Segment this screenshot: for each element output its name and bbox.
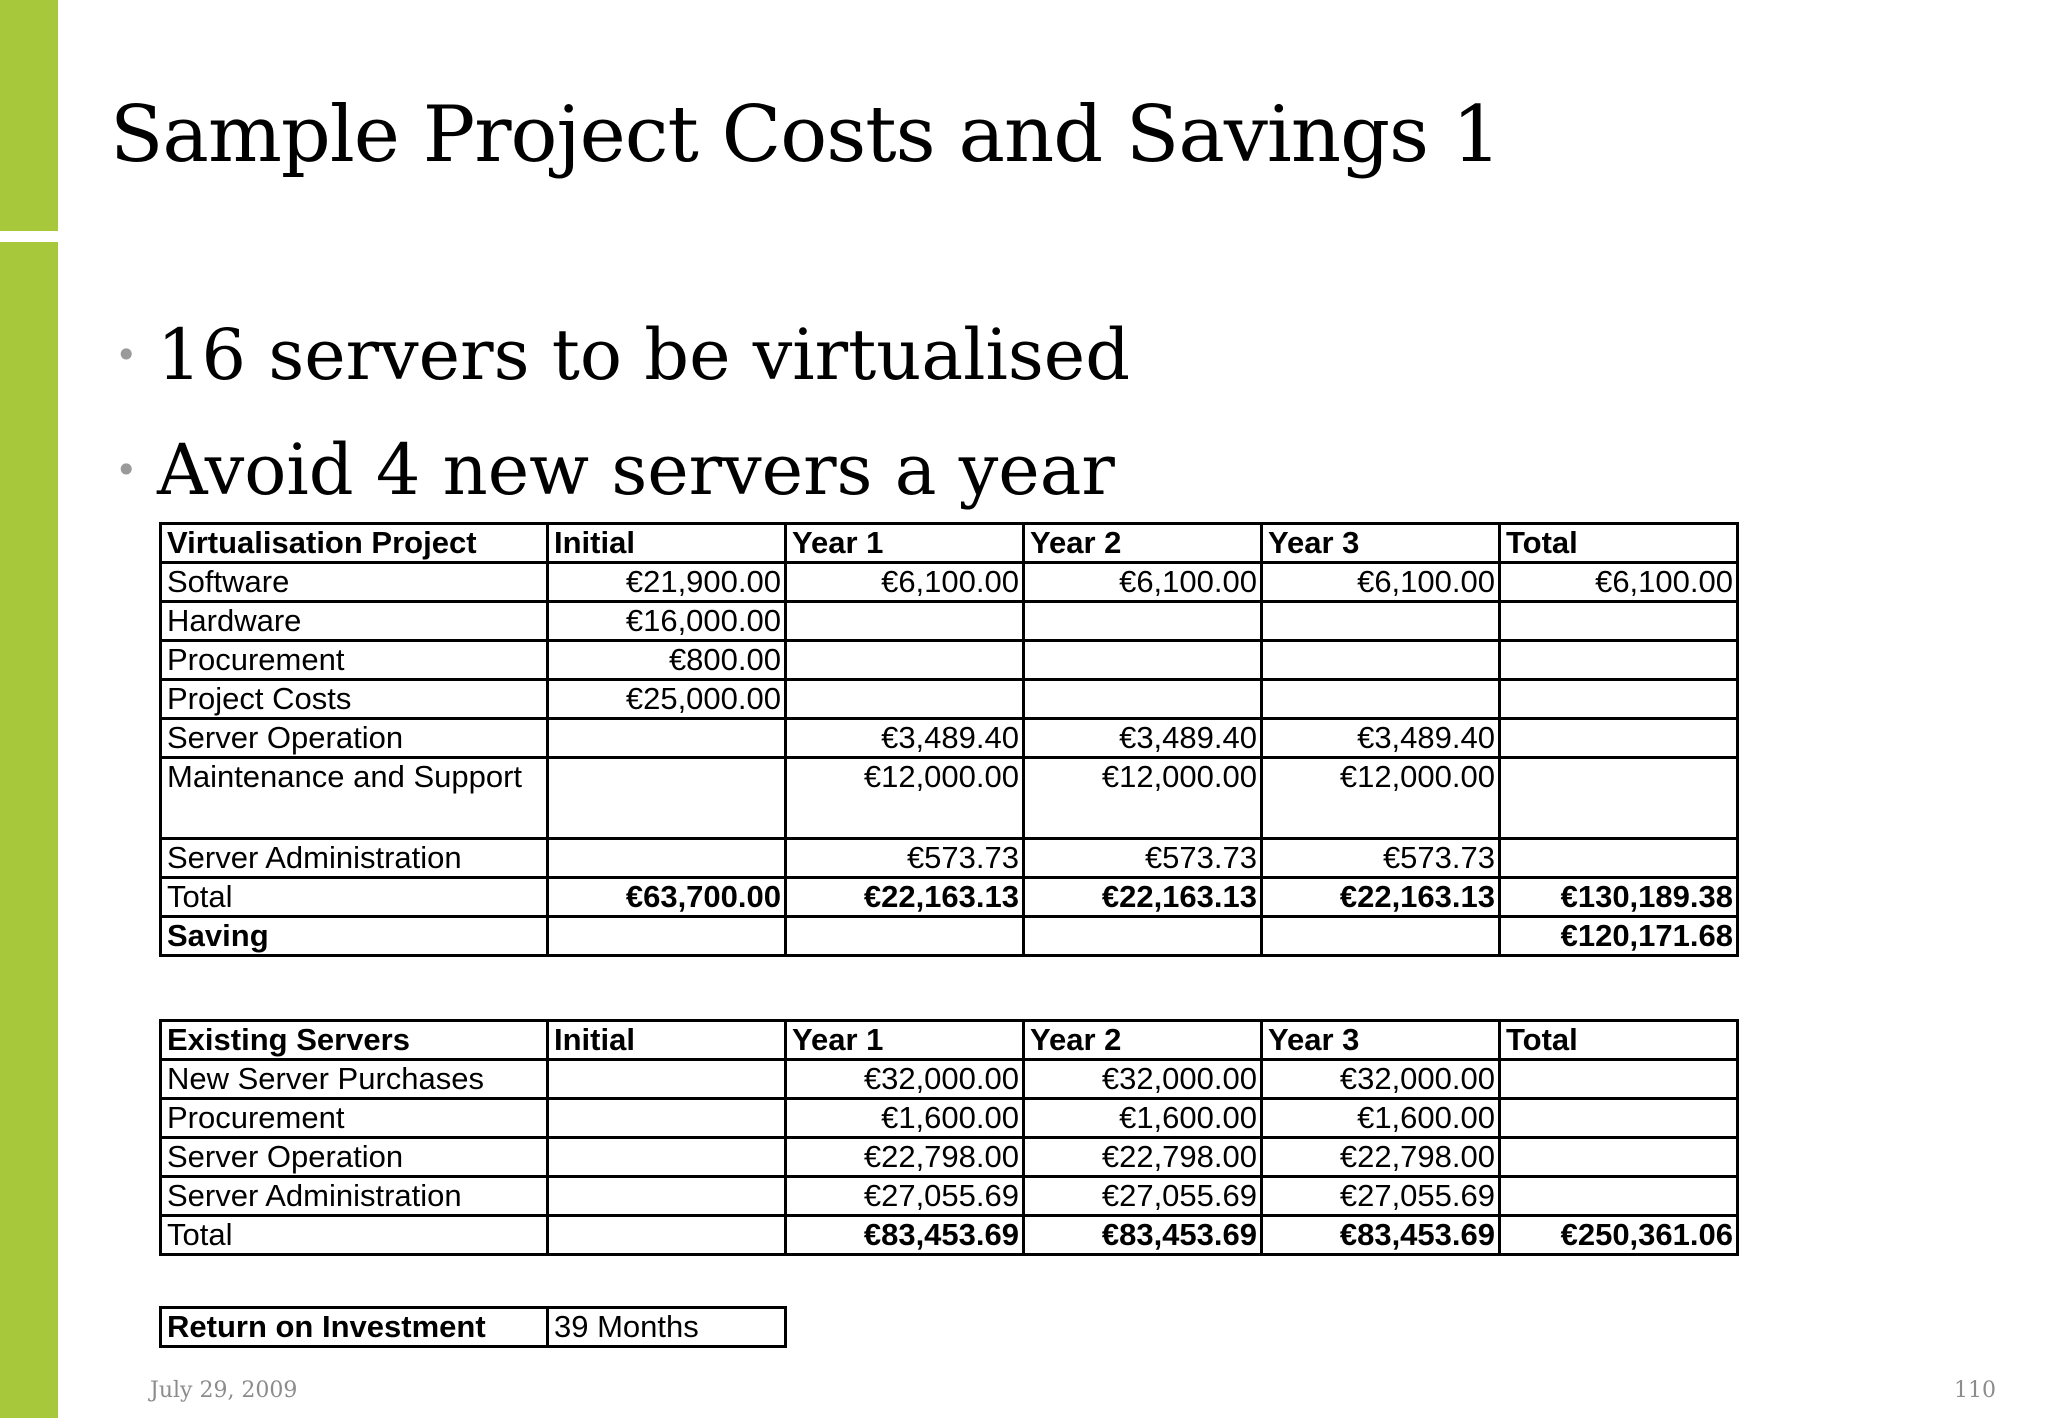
row-label: Maintenance and Support: [161, 758, 548, 839]
header-cell: Initial: [548, 524, 786, 563]
cell-initial: €25,000.00: [548, 680, 786, 719]
virtualisation-table: [159, 522, 1739, 957]
row-label: Procurement: [161, 1099, 548, 1138]
table-total-row: [161, 1216, 1738, 1255]
cell-total: [1500, 641, 1738, 680]
table-row: [161, 680, 1738, 719]
cell-initial: [548, 1099, 786, 1138]
header-cell: Year 2: [1024, 524, 1262, 563]
cell-year2: [1024, 917, 1262, 956]
cell-year3: €573.73: [1262, 839, 1500, 878]
table-row: [161, 1308, 786, 1347]
cell-year3: €3,489.40: [1262, 719, 1500, 758]
cell-year2: €6,100.00: [1024, 563, 1262, 602]
header-cell: Year 2: [1024, 1021, 1262, 1060]
cell-year2: €83,453.69: [1024, 1216, 1262, 1255]
header-cell: Existing Servers: [161, 1021, 548, 1060]
cell-year3: €27,055.69: [1262, 1177, 1500, 1216]
cell-year1: [786, 602, 1024, 641]
header-cell: Year 3: [1262, 1021, 1500, 1060]
cell-total: [1500, 1060, 1738, 1099]
cell-total: [1500, 1099, 1738, 1138]
cell-year1: €1,600.00: [786, 1099, 1024, 1138]
cell-year1: €573.73: [786, 839, 1024, 878]
table-row: [161, 563, 1738, 602]
row-label: Software: [161, 563, 548, 602]
cell-initial: [548, 917, 786, 956]
cell-total: [1500, 839, 1738, 878]
cell-year1: €32,000.00: [786, 1060, 1024, 1099]
cell-year3: €6,100.00: [1262, 563, 1500, 602]
bullet-list: [112, 300, 1130, 530]
table-row: [161, 1177, 1738, 1216]
header-cell: Total: [1500, 1021, 1738, 1060]
cell-year1: €12,000.00: [786, 758, 1024, 839]
cell-initial: [548, 1138, 786, 1177]
table-row: [161, 1060, 1738, 1099]
table-row: [161, 1138, 1738, 1177]
cell-year3: [1262, 680, 1500, 719]
row-label: Hardware: [161, 602, 548, 641]
row-label: Saving: [161, 917, 548, 956]
cell-year3: €32,000.00: [1262, 1060, 1500, 1099]
roi-label: Return on Investment: [161, 1308, 548, 1347]
cell-total: €250,361.06: [1500, 1216, 1738, 1255]
footer-date: July 29, 2009: [150, 1378, 298, 1403]
row-label: Project Costs: [161, 680, 548, 719]
cell-year2: €12,000.00: [1024, 758, 1262, 839]
table-total-row: [161, 878, 1738, 917]
table-row: [161, 719, 1738, 758]
cell-year1: €22,163.13: [786, 878, 1024, 917]
table-header-row: [161, 1021, 1738, 1060]
cell-initial: €63,700.00: [548, 878, 786, 917]
cell-year1: [786, 917, 1024, 956]
bullet-text: Avoid 4 new servers a year: [157, 429, 1115, 511]
row-label: Server Administration: [161, 839, 548, 878]
table-row: [161, 1099, 1738, 1138]
row-label: Server Administration: [161, 1177, 548, 1216]
cell-year3: [1262, 917, 1500, 956]
cell-year3: €83,453.69: [1262, 1216, 1500, 1255]
cell-year1: €83,453.69: [786, 1216, 1024, 1255]
header-cell: Year 3: [1262, 524, 1500, 563]
accent-bar-top: [0, 0, 58, 231]
table-saving-row: [161, 917, 1738, 956]
cell-total: [1500, 602, 1738, 641]
cell-year1: €6,100.00: [786, 563, 1024, 602]
cell-year1: €3,489.40: [786, 719, 1024, 758]
table-header-row: [161, 524, 1738, 563]
cell-year2: [1024, 641, 1262, 680]
cell-total: [1500, 1177, 1738, 1216]
header-cell: Total: [1500, 524, 1738, 563]
cell-year3: [1262, 602, 1500, 641]
cell-initial: [548, 758, 786, 839]
bullet-dot-icon: •: [115, 448, 138, 492]
cell-initial: €16,000.00: [548, 602, 786, 641]
slide-title: Sample Project Costs and Savings 1: [110, 90, 1501, 180]
row-label: New Server Purchases: [161, 1060, 548, 1099]
cell-total: [1500, 680, 1738, 719]
cell-initial: [548, 719, 786, 758]
cell-year2: €32,000.00: [1024, 1060, 1262, 1099]
roi-table: [159, 1306, 787, 1348]
bullet-dot-icon: •: [115, 333, 138, 377]
cell-year2: €3,489.40: [1024, 719, 1262, 758]
cell-initial: €21,900.00: [548, 563, 786, 602]
cell-total: [1500, 758, 1738, 839]
cell-year1: €22,798.00: [786, 1138, 1024, 1177]
cell-year3: €22,163.13: [1262, 878, 1500, 917]
cell-total: €6,100.00: [1500, 563, 1738, 602]
accent-bar-bottom: [0, 242, 58, 1418]
header-cell: Virtualisation Project: [161, 524, 548, 563]
bullet-item: [112, 415, 1130, 530]
cell-year2: [1024, 602, 1262, 641]
cell-year1: €27,055.69: [786, 1177, 1024, 1216]
cell-total: €130,189.38: [1500, 878, 1738, 917]
existing-servers-table: [159, 1019, 1739, 1256]
cell-total: €120,171.68: [1500, 917, 1738, 956]
table-row: [161, 839, 1738, 878]
cell-year2: €22,163.13: [1024, 878, 1262, 917]
header-cell: Year 1: [786, 524, 1024, 563]
table-row: [161, 602, 1738, 641]
row-label: Procurement: [161, 641, 548, 680]
page-number: 110: [1954, 1378, 1996, 1403]
cell-year1: [786, 641, 1024, 680]
roi-value: 39 Months: [548, 1308, 786, 1347]
header-cell: Year 1: [786, 1021, 1024, 1060]
cell-year2: €22,798.00: [1024, 1138, 1262, 1177]
cell-initial: [548, 839, 786, 878]
bullet-item: [112, 300, 1130, 415]
cell-initial: [548, 1216, 786, 1255]
cell-initial: [548, 1177, 786, 1216]
cell-year2: €27,055.69: [1024, 1177, 1262, 1216]
table-row: [161, 641, 1738, 680]
cell-total: [1500, 1138, 1738, 1177]
cell-year1: [786, 680, 1024, 719]
cell-year3: [1262, 641, 1500, 680]
cell-initial: €800.00: [548, 641, 786, 680]
header-cell: Initial: [548, 1021, 786, 1060]
cell-year2: [1024, 680, 1262, 719]
cell-year2: €573.73: [1024, 839, 1262, 878]
cell-initial: [548, 1060, 786, 1099]
row-label: Server Operation: [161, 1138, 548, 1177]
cell-year2: €1,600.00: [1024, 1099, 1262, 1138]
cell-year3: €22,798.00: [1262, 1138, 1500, 1177]
cell-total: [1500, 719, 1738, 758]
bullet-text: 16 servers to be virtualised: [157, 314, 1131, 396]
cell-year3: €1,600.00: [1262, 1099, 1500, 1138]
cell-year3: €12,000.00: [1262, 758, 1500, 839]
row-label: Total: [161, 1216, 548, 1255]
table-row: [161, 758, 1738, 839]
row-label: Server Operation: [161, 719, 548, 758]
row-label: Total: [161, 878, 548, 917]
